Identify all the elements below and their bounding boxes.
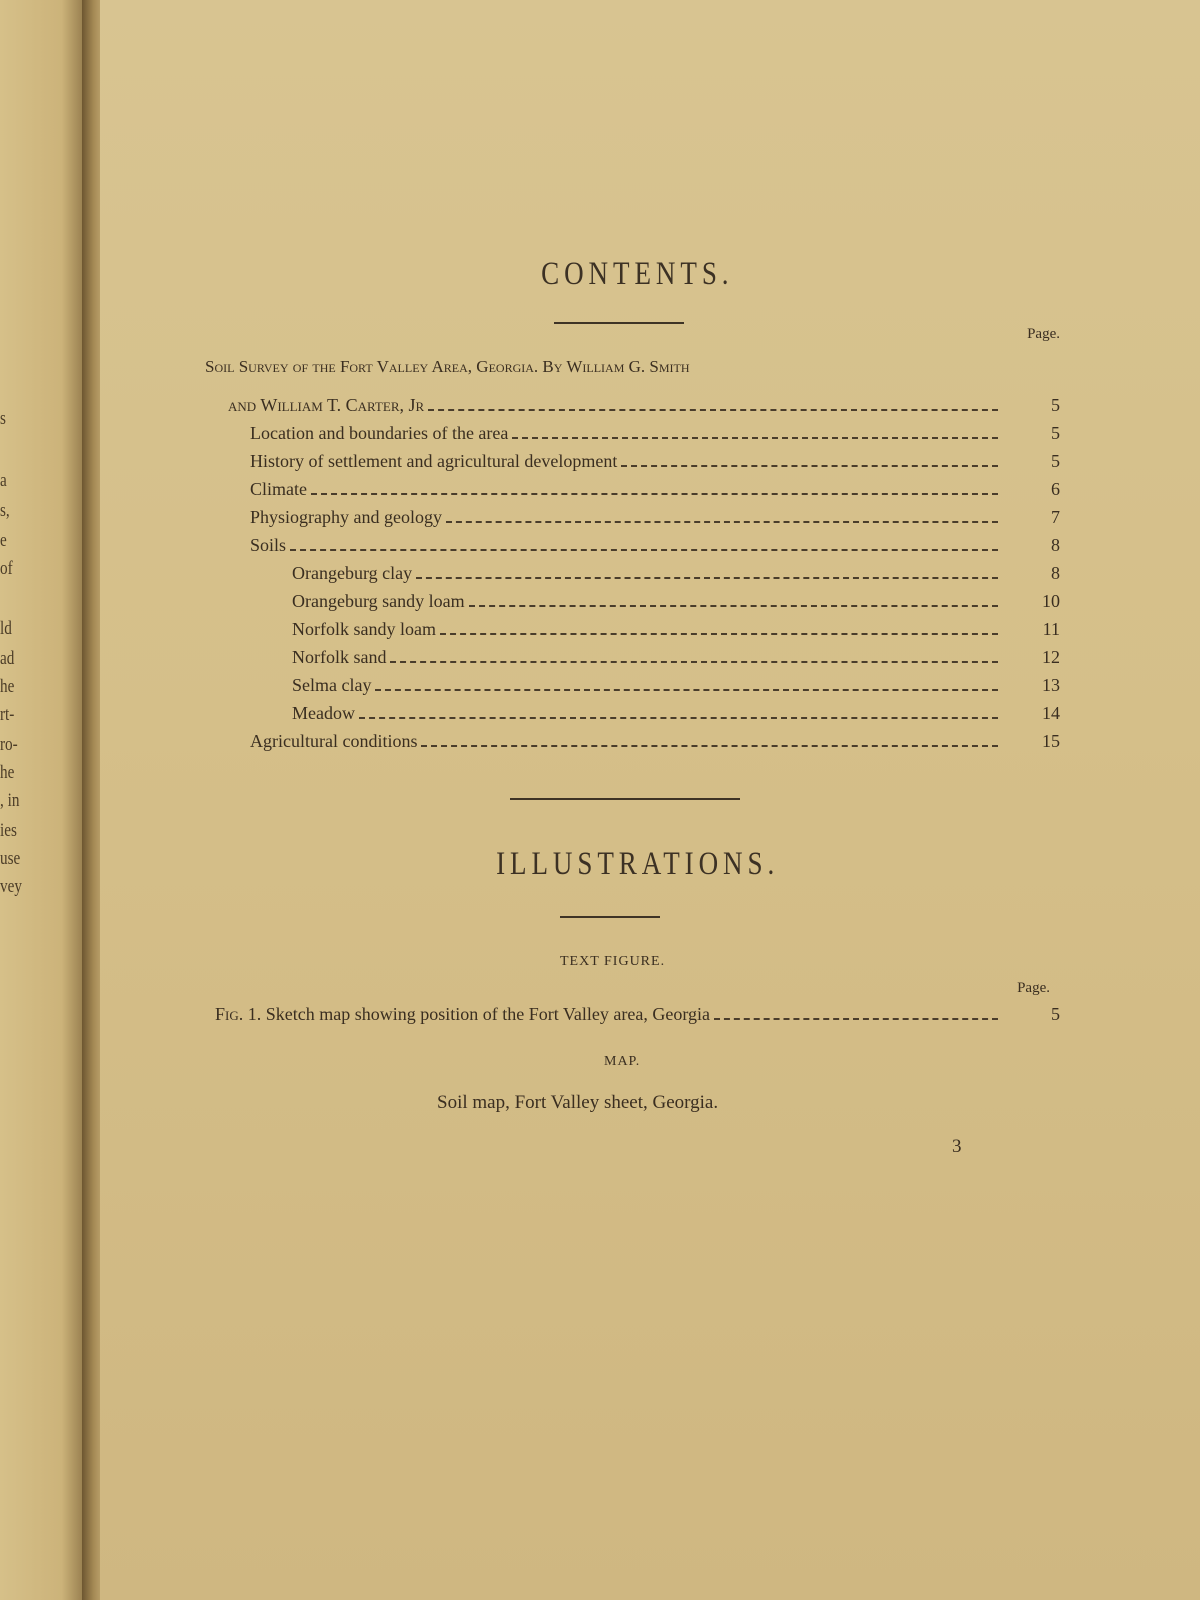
dot-leader	[469, 605, 998, 607]
toc-entry-page: 8	[1051, 563, 1060, 583]
facing-fragment: a	[0, 470, 7, 491]
facing-fragment: he	[0, 762, 15, 783]
toc-entry-label: History of settlement and agricultural development	[250, 451, 618, 471]
facing-fragment: ld	[0, 618, 12, 639]
toc-entry	[250, 451, 1060, 472]
facing-fragment: s	[0, 408, 6, 429]
toc-entry-page: 6	[1051, 479, 1060, 499]
toc-entry	[228, 395, 1060, 416]
toc-entry-page: 12	[1042, 647, 1060, 667]
toc-entry-label: Norfolk sand	[292, 647, 387, 667]
map-entry: Soil map, Fort Valley sheet, Georgia.	[437, 1092, 719, 1113]
map-header: MAP.	[604, 1054, 641, 1069]
toc-entry-label: Physiography and geology	[250, 507, 442, 527]
figure-page: 5	[1051, 1004, 1060, 1024]
figure-label: Sketch map showing position of the Fort Valley area, Georgia	[265, 1004, 710, 1024]
toc-entry-label: and William T. Carter, Jr	[228, 395, 425, 415]
toc-entry-page: 5	[1051, 423, 1060, 443]
toc-entry-page: 8	[1051, 535, 1060, 555]
contents-page-header: Page.	[1027, 326, 1060, 342]
toc-entry-label: Orangeburg sandy loam	[292, 591, 465, 611]
dot-leader	[428, 409, 998, 411]
toc-entry-page: 14	[1042, 703, 1060, 723]
toc-entry-label: Soil Survey of the Fort Valley Area, Georgia. By William G. Smith	[205, 357, 690, 376]
toc-entry	[250, 423, 1060, 444]
figure-entry	[215, 1004, 1060, 1025]
dot-leader	[714, 1018, 998, 1020]
toc-entry-label: Agricultural conditions	[250, 731, 418, 751]
toc-entry-label: Selma clay	[292, 675, 372, 695]
dot-leader	[440, 633, 998, 635]
section-divider	[510, 798, 740, 800]
toc-entry-label: Soils	[250, 535, 287, 555]
facing-fragment: use	[0, 848, 21, 869]
facing-fragment: s,	[0, 500, 10, 521]
dot-leader	[621, 465, 998, 467]
document-page	[100, 0, 1200, 1600]
facing-fragment: ad	[0, 648, 15, 669]
contents-title-rule	[554, 322, 684, 324]
toc-entry-label: Norfolk sandy loam	[292, 619, 436, 639]
toc-entry-label: Location and boundaries of the area	[250, 423, 509, 443]
dot-leader	[290, 549, 998, 551]
dot-leader	[512, 437, 998, 439]
page-number: 3	[952, 1136, 962, 1157]
dot-leader	[359, 717, 998, 719]
facing-fragment: he	[0, 676, 15, 697]
toc-entry-page: 11	[1042, 619, 1060, 639]
facing-fragment: ro-	[0, 734, 18, 755]
dot-leader	[390, 661, 998, 663]
toc-entry	[292, 563, 1060, 584]
toc-entry	[292, 647, 1060, 668]
toc-entry-page: 10	[1042, 591, 1060, 611]
illustrations-title-rule	[560, 916, 660, 918]
toc-entry	[292, 591, 1060, 612]
facing-fragment: of	[0, 558, 13, 579]
toc-entry-label: Orangeburg clay	[292, 563, 413, 583]
text-figure-header: TEXT FIGURE.	[560, 954, 666, 969]
toc-entry	[292, 619, 1060, 640]
toc-entry-page: 5	[1051, 451, 1060, 471]
toc-entry	[250, 507, 1060, 528]
toc-entry-page: 13	[1042, 675, 1060, 695]
toc-entry-page: 5	[1051, 395, 1060, 415]
facing-fragment: ies	[0, 820, 17, 841]
illustrations-page-header: Page.	[1017, 980, 1050, 996]
toc-entry	[292, 703, 1060, 724]
facing-fragment: , in	[0, 790, 20, 811]
toc-entry-page: 15	[1042, 731, 1060, 751]
toc-entry-label: Meadow	[292, 703, 355, 723]
dot-leader	[311, 493, 998, 495]
toc-entry	[250, 731, 1060, 752]
toc-entry	[250, 535, 1060, 556]
illustrations-title: ILLUSTRATIONS.	[496, 846, 780, 882]
facing-fragment: vey	[0, 876, 22, 897]
facing-fragment: rt-	[0, 704, 15, 725]
dot-leader	[446, 521, 998, 523]
toc-entry-label: Climate	[250, 479, 307, 499]
dot-leader	[375, 689, 998, 691]
contents-title: CONTENTS.	[541, 256, 734, 292]
dot-leader	[416, 577, 998, 579]
figure-prefix: Fig. 1.	[215, 1004, 262, 1024]
toc-entry	[250, 479, 1060, 500]
toc-entry-page: 7	[1051, 507, 1060, 527]
facing-page	[0, 0, 88, 1600]
toc-entry	[205, 357, 985, 377]
dot-leader	[421, 745, 998, 747]
toc-entry	[292, 675, 1060, 696]
facing-fragment: e	[0, 530, 7, 551]
